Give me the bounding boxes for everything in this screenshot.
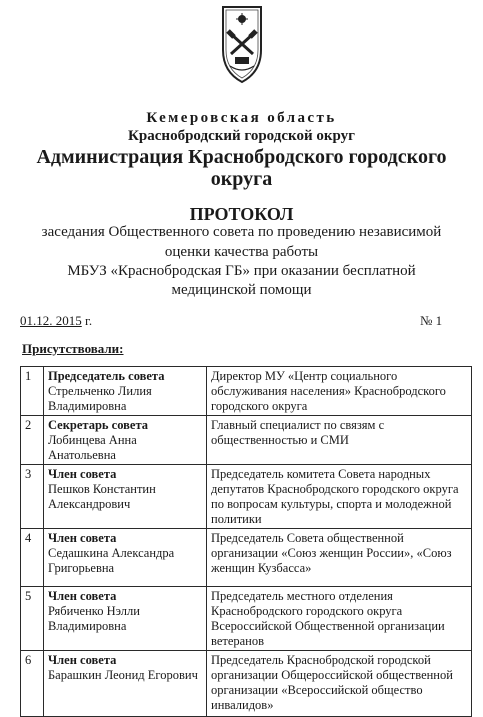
protocol-subtitle-line2: оценки качества работы	[164, 244, 319, 260]
member-cell	[44, 416, 207, 465]
member-position: Директор МУ «Центр социального обслуживания населения» Краснобродского городского округа	[207, 367, 472, 416]
member-name: Седашкина Александра Григорьевна	[48, 546, 175, 575]
protocol-date-value: 01.12. 2015	[20, 313, 82, 328]
table-row	[21, 651, 472, 717]
member-name: Пешков Константин Александрович	[48, 482, 156, 511]
table-row	[21, 416, 472, 465]
administration-title-line2: округа	[210, 168, 273, 190]
member-role: Член совета	[48, 653, 117, 667]
administration-title-line1: Администрация Краснобродского городского	[36, 146, 447, 168]
protocol-date-suffix: г.	[85, 313, 93, 328]
member-role: Член совета	[48, 467, 117, 481]
row-number: 1	[21, 367, 44, 416]
row-number: 4	[21, 529, 44, 587]
member-cell	[44, 587, 207, 651]
protocol-subtitle-line4: медицинской помощи	[171, 282, 312, 298]
district-title: Краснобродский городской округ	[128, 128, 355, 144]
member-position: Председатель Совета общественной организации «Союз женщин России», «Союз женщин Кузбасса»	[207, 529, 472, 587]
member-name: Стрельченко Лилия Владимировна	[48, 384, 152, 413]
protocol-title: ПРОТОКОЛ	[189, 204, 294, 224]
member-position: Председатель Краснобродской городской организации Общероссийской общественной организации «Всероссийской общество инвалидов»	[207, 651, 472, 717]
member-role: Член совета	[48, 589, 117, 603]
row-number: 5	[21, 587, 44, 651]
member-position: Председатель местного отделения Краснобродского городского округа Всероссийской Общественной организации ветеранов	[207, 587, 472, 651]
coat-of-arms-emblem	[217, 4, 267, 86]
member-role: Секретарь совета	[48, 418, 148, 432]
protocol-subtitle-line1: заседания Общественного совета по проведению независимой	[41, 224, 442, 240]
row-number: 6	[21, 651, 44, 717]
table-row	[21, 529, 472, 587]
protocol-number: № 1	[420, 313, 443, 328]
member-name: Барашкин Леонид Егорович	[48, 668, 198, 682]
member-position: Председатель комитета Совета народных депутатов Краснобродского городского округа по вопросам культуры, спорта и молодежной политики	[207, 465, 472, 529]
member-cell	[44, 465, 207, 529]
member-role: Председатель совета	[48, 369, 165, 383]
attendees-heading: Присутствовали:	[22, 341, 124, 356]
protocol-date	[20, 313, 92, 329]
table-row	[21, 587, 472, 651]
member-role: Член совета	[48, 531, 117, 545]
member-position: Главный специалист по связям с общественностью и СМИ	[207, 416, 472, 465]
member-name: Рябиченко Нэлли Владимировна	[48, 604, 140, 633]
attendees-table	[20, 366, 472, 717]
row-number: 2	[21, 416, 44, 465]
row-number: 3	[21, 465, 44, 529]
table-row	[21, 465, 472, 529]
member-cell	[44, 651, 207, 717]
member-cell	[44, 367, 207, 416]
region-title: Кемеровская область	[146, 110, 337, 126]
member-name: Лобинцева Анна Анатольевна	[48, 433, 137, 462]
member-cell	[44, 529, 207, 587]
table-row	[21, 367, 472, 416]
protocol-subtitle-line3: МБУЗ «Краснобродская ГБ» при оказании бесплатной	[67, 263, 416, 279]
